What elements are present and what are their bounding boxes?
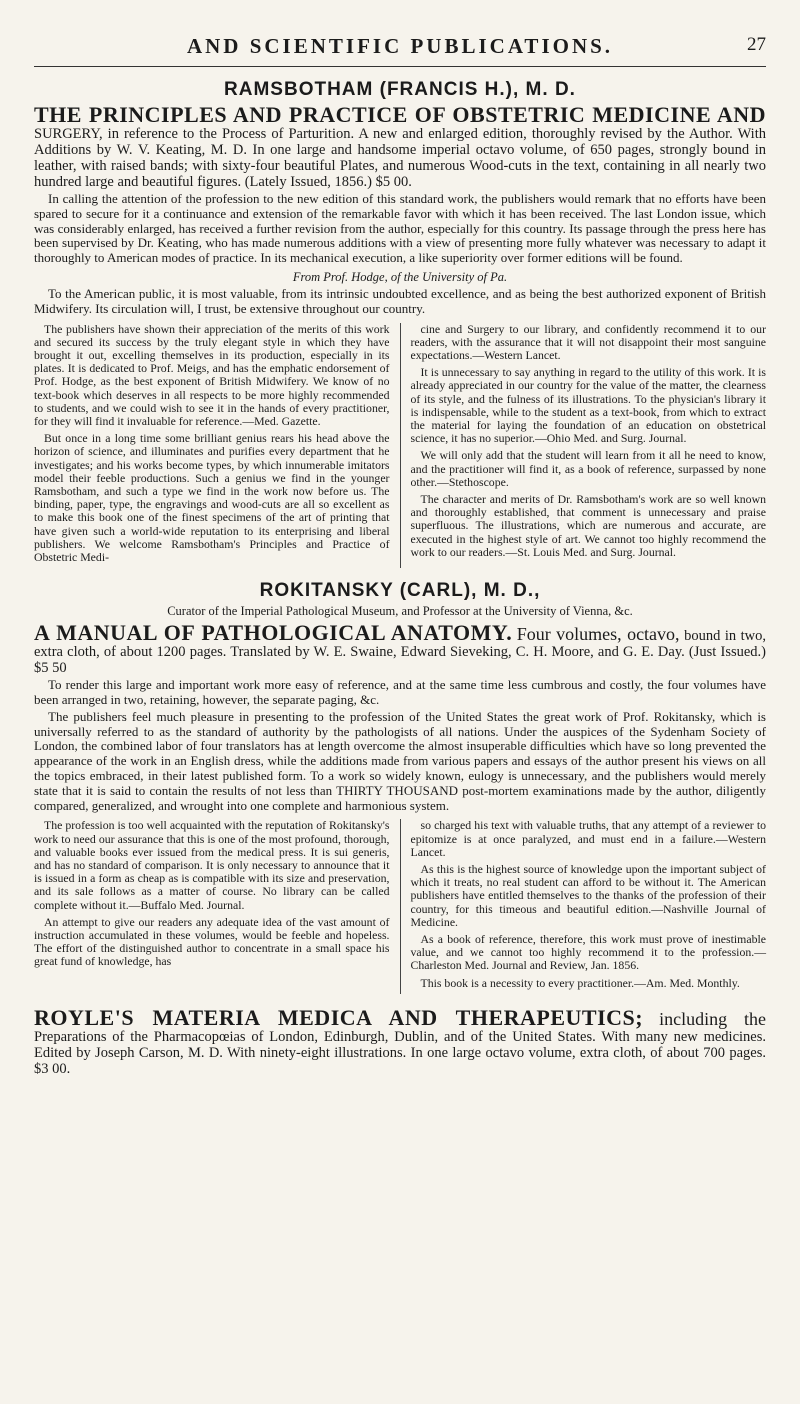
entry-ramsbotham xyxy=(34,79,766,568)
testimonial-text: To the American public, it is most valuable, from its intrinsic undoubted excellence, and as being the best authorized exponent of British Midwifery. Its circulation will, I trust, be extensive throughout our country. xyxy=(34,285,766,316)
entry-title-rest: including the xyxy=(659,1008,767,1029)
review-text: As a book of reference, therefore, this work must prove of inestimable value, and we cannot too highly recommend it to the profession.—Charleston Med. Journal and Review, Jan. 1856. xyxy=(410,932,766,973)
running-title: AND SCIENTIFIC PUBLICATIONS. xyxy=(186,34,614,58)
testimonial-source: From Prof. Hodge, of the University of Pa. xyxy=(292,269,508,284)
review-columns xyxy=(34,323,766,569)
publisher-note: The publishers feel much pleasure in presenting to the profession of the United States the great work of Prof. Rokitansky, which is universally referred to as the standard of authority by the pathologists of all nations. Under the auspices of the Sydenham Society of London, the combined labor of four translators has at length overcome the almost insuperable difficulties which have so long prevented the appearance of the work in an English dress, while the additions made from various papers and essays of the author present his views on all the topics embraced, in their latest published form. To a work so widely known, eulogy is unnecessary, and the publishers would merely state that it is said to contain the results of not less than THIRTY THOUSAND post-mortem examinations made by the author, diligently compared, generalized, and wrought into one complete and harmonious system. xyxy=(34,708,766,813)
review-column-left xyxy=(34,323,390,569)
review-text: so charged his text with valuable truths, that any attempt of a reviewer to epitomize is at once paralyzed, and must end in a failure.—Western Lancet. xyxy=(410,818,766,859)
review-column-left xyxy=(34,819,390,993)
entry-title-block xyxy=(34,621,766,676)
entry-rokitansky xyxy=(34,580,766,994)
column-divider xyxy=(400,819,401,993)
entry-description: SURGERY, in reference to the Process of Parturition. A new and enlarged edition, thoroughly revised by the Author. With Additions by W. V. Keating, M. D. In one large and handsome imperial octavo volume, of 650 pages, strongly bound in leather, with raised bands; with sixty-four beautiful Plates, and numerous Wood-cuts in the text, containing in all nearly two hundred large and beautiful figures. (Lately Issued, 1856.) $5 00. xyxy=(34,126,766,190)
review-text: This book is a necessity to every practitioner.—Am. Med. Monthly. xyxy=(420,975,740,990)
entry-author: RAMSBOTHAM (FRANCIS H.), M. D. xyxy=(224,79,576,100)
entry-title-rest: Four volumes, octavo, xyxy=(516,624,680,645)
review-text: We will only add that the student will learn from it all he need to know, and the practitioner will find it, as a book of reference, surpassed by none other.—Stethoscope. xyxy=(410,448,766,489)
review-text: As this is the highest source of knowledge upon the important subject of which it treats, no real student can afford to be without it. The American publishers have entitled themselves to the thanks of the profession of their country, for this timeous and beautiful edition.—Nashville Journal of Medicine. xyxy=(410,862,766,929)
entry-royle xyxy=(34,1006,766,1077)
entry-description: bound in two, extra cloth, of about 1200 pages. Translated by W. E. Swaine, Edward Sieveking, C. H. Moore, and G. E. Day. (Just Issued.) $5 50 xyxy=(34,628,767,677)
entry-title: ROYLE'S MATERIA MEDICA AND THERAPEUTICS; xyxy=(34,1004,644,1030)
publisher-note: To render this large and important work more easy of reference, and at the same time less cumbrous and costly, the four volumes have been arranged in two, retaining, however, the separate paging, &c. xyxy=(34,677,766,708)
review-text: It is unnecessary to say anything in regard to the utility of this work. It is already appreciated in our country for the value of the matter, the clearness of its style, and the fulness of its illustrations. To the physician's library it is indispensable, while to the student as a text-book, from which to extract the material for laying the foundation of an education on obstetrical science, it has no superior.—Ohio Med. and Surg. Journal. xyxy=(410,365,766,446)
entry-author: ROKITANSKY (CARL), M. D., xyxy=(259,580,541,602)
review-text: The publishers have shown their appreciation of the merits of this work and secured its success by the truly elegant style in which they have brought it out, excelling themselves in its production, especially in its plates. It is dedicated to Prof. Meigs, and has the emphatic endorsement of Prof. Hodge, as the best exponent of British Midwifery. We know of no text-book which deserves in all respects to be more highly recommended to students, and we could wish to see it in the hands of every practitioner, for they will find it invaluable for reference.—Med. Gazette. xyxy=(34,321,390,428)
page-number: 27 xyxy=(747,34,766,55)
review-text: An attempt to give our readers any adequate idea of the vast amount of instruction accumulated in these volumes, would be feeble and hopeless. The effort of the distinguished author to concentrate in a small space his great fund of knowledge, has xyxy=(34,914,390,969)
review-text: cine and Surgery to our library, and confidently recommend it to our readers, with the assurance that it will not disappoint their most sanguine expectations.—Western Lancet. xyxy=(410,321,766,362)
publisher-note: In calling the attention of the profession to the new edition of this standard work, the publishers would remark that no efforts have been spared to secure for it a continuance and extension of the remarkable favor with which it has been received. The last London issue, which was considerably enlarged, has received a further revision from the author, especially for this country. Its passage through the press here has been supervised by Dr. Keating, who has made numerous additions with a view of presenting more fully whatever was necessary to adapt it thoroughly to American modes of practice. In its mechanical execution, a like superiority over former editions will be found. xyxy=(34,191,766,266)
running-header xyxy=(34,26,766,67)
entry-title: THE PRINCIPLES AND PRACTICE OF OBSTETRIC MEDICINE AND xyxy=(34,102,766,127)
review-text: But once in a long time some brilliant genius rears his head above the horizon of science, and illuminates and purifies every department that he investigates; and his works become types, by which innumerable imitators model their feeble productions. Such a genius we find in the younger Ramsbotham, and such a type we find in the work now before us. The binding, paper, type, the engravings and wood-cuts are all so excellent as to make this book one of the finest specimens of the art of printing that have given such a world-wide reputation to its enterprising and liberal publishers. We welcome Ramsbotham's Principles and Practice of Obstetric Medi- xyxy=(34,431,390,565)
entry-title-block xyxy=(34,1006,766,1077)
review-columns xyxy=(34,819,766,993)
entry-description: Preparations of the Pharmacopœias of London, Edinburgh, Dublin, and of the United States. With many new medicines. Edited by Joseph Carson, M. D. With ninety-eight illustrations. In one large octavo volume, extra cloth, of about 700 pages. $3 00. xyxy=(34,1028,766,1077)
review-column-right xyxy=(411,323,767,569)
review-column-right xyxy=(411,819,767,993)
review-text: The profession is too well acquainted with the reputation of Rokitansky's work to need our assurance that this is one of the most profound, thorough, and valuable books ever issued from the medical press. It is sui generis, and has no standard of comparison. It is only necessary to announce that it is issued in a form as cheap as is compatible with its size and preservation, and its sale follows as a matter of course. No library can be called complete without it.—Buffalo Med. Journal. xyxy=(34,818,390,912)
entry-title: A MANUAL OF PATHOLOGICAL ANATOMY. xyxy=(34,620,513,646)
entry-title-block xyxy=(34,103,766,190)
author-affiliation: Curator of the Imperial Pathological Museum, and Professor at the University of Vienna, &c. xyxy=(167,604,633,619)
review-text: The character and merits of Dr. Ramsbotham's work are so well known and thoroughly established, that comment is unnecessary and praise superfluous. The illustrations, which are numerous and accurate, are executed in the highest style of art. We cannot too highly recommend the work to our readers.—St. Louis Med. and Surg. Journal. xyxy=(410,492,766,559)
column-divider xyxy=(400,323,401,569)
